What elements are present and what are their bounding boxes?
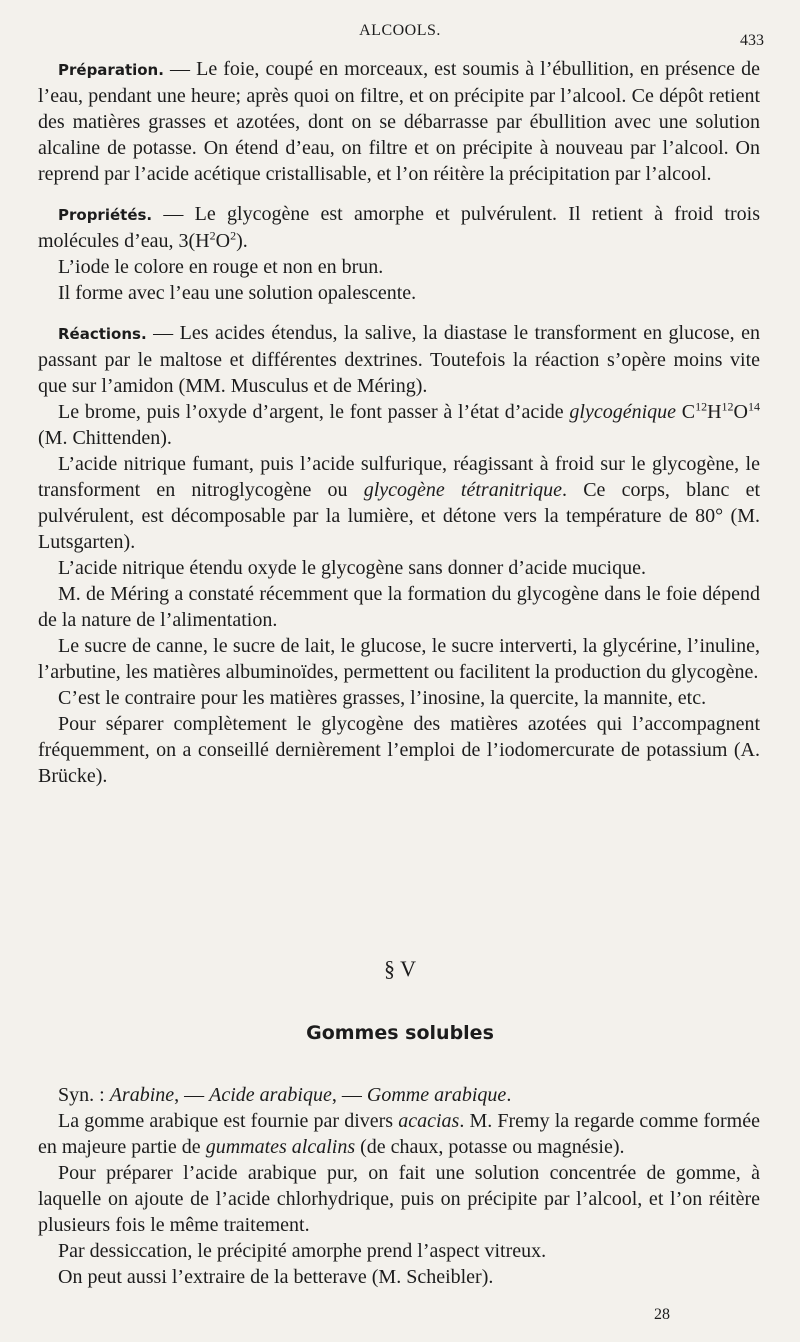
mering-paragraph: M. de Méring a constaté récemment que la formation du glycogène dans le foie dépend de la nature de l’alimentation.: [38, 583, 760, 631]
proprietes-paragraph: Propriétés. — Le glycogène est amorphe et pulvérulent. Il retient à froid trois molécules d’eau, $3(H^2O^2)$.: [38, 203, 760, 252]
preparation-paragraph: Préparation. — Le foie, coupé en morceaux, est soumis à l’ébullition, en présence de l’eau, pendant une heure; après quoi on filtre, et on précipite par l’alcool. Ce dépôt retient des matières grasses et azotées, dont on se débarrasse par ébullition avec une solution alcaline de potasse. On étend d’eau, on filtre et on précipite à nouveau par l’alcool. On reprend par l’acide acétique cristallisable, et l’on réitère la précipitation par l’alcool.: [38, 58, 760, 185]
section-title: Gommes solubles: [306, 1022, 494, 1044]
contraire-paragraph: C’est le contraire pour les matières grasses, l’inosine, la quercite, la mannite, etc.: [58, 687, 707, 709]
page-number: 433: [740, 32, 764, 49]
dessiccation-paragraph: Par dessiccation, le précipité amorphe prend l’aspect vitreux.: [58, 1240, 547, 1262]
running-title: ALCOOLS.: [359, 22, 441, 39]
nitrique-etendu-paragraph: L’acide nitrique étendu oxyde le glycogène sans donner d’acide mucique.: [58, 557, 646, 579]
betterave-paragraph: On peut aussi l’extraire de la betterave (M. Scheibler).: [58, 1266, 494, 1288]
sucre-paragraph: Le sucre de canne, le sucre de lait, le glucose, le sucre interverti, la glycérine, l’inuline, l’arbutine, les matières albuminoïdes, permettent ou facilitent la production du glycogène.: [38, 635, 760, 683]
nitrique-paragraph: L’acide nitrique fumant, puis l’acide sulfurique, réagissant à froid sur le glycogène, le transforment en nitroglycogène ou glycogène tétranitrique. Ce corps, blanc et pulvérulent, est décomposable par la lumière, et détone vers la température de 80° (M. Lutsgarten).: [38, 453, 761, 553]
separer-paragraph: Pour séparer complètement le glycogène des matières azotées qui l’accompagnent fréquemment, on a conseillé dernièrement l’emploi de l’iodomercurate de potassium (A. Brücke).: [38, 713, 760, 787]
solution-paragraph: Il forme avec l’eau une solution opalescente.: [58, 282, 417, 304]
reactions-paragraph: Réactions. — Les acides étendus, la salive, la diastase le transforment en glucose, en passant par le maltose et différentes dextrines. Toutefois la réaction s’opère moins vite que sur l’amidon (MM. Musculus et de Méring).: [38, 322, 760, 397]
signature-mark: 28: [654, 1306, 670, 1323]
brome-paragraph: Le brome, puis l’oxyde d’argent, le font passer à l’état d’acide glycogénique $C^{12}H^{12}O^{14}$ (M. Chittenden).: [38, 399, 760, 449]
preparer-paragraph: Pour préparer l’acide arabique pur, on fait une solution concentrée de gomme, à laquelle on ajoute de l’acide chlorhydrique, puis on précipite par l’alcool, et l’on réitère plusieurs fois le même traitement.: [38, 1162, 760, 1236]
gommes-text: [38, 1082, 760, 1290]
iode-paragraph: L’iode le colore en rouge et non en brun.: [58, 256, 384, 278]
reactions-heading: Réactions.: [58, 325, 147, 343]
gomme-source-paragraph: La gomme arabique est fournie par divers acacias. M. Fremy la regarde comme formée en majeure partie de gummates alcalins (de chaux, potasse ou magnésie).: [38, 1110, 760, 1158]
section-mark: § V: [384, 956, 416, 981]
proprietes-heading: Propriétés.: [58, 206, 153, 224]
main-text: [38, 56, 760, 789]
page-header: [0, 22, 800, 49]
preparation-heading: Préparation.: [58, 61, 164, 79]
synonyms-paragraph: Syn. : Arabine, — Acide arabique, — Gomme arabique.: [58, 1084, 512, 1106]
